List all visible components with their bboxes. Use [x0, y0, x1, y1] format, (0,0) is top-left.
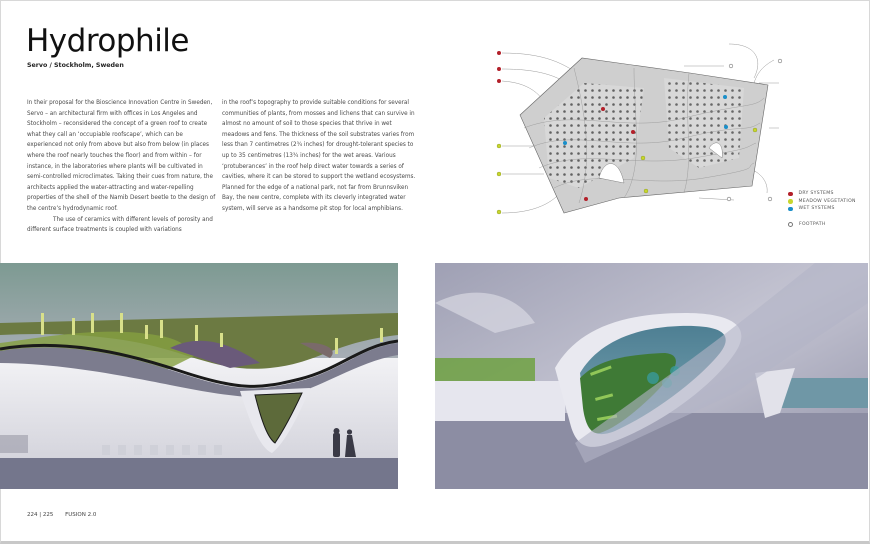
- article-subtitle: Servo / Stockholm, Sweden: [27, 62, 124, 69]
- blue-dot-icon: [788, 207, 793, 212]
- legend-label: DRY SYSTEMS: [798, 191, 834, 197]
- diagram-legend: [788, 190, 856, 228]
- text-column-1: [27, 98, 217, 236]
- ring-icon: [788, 222, 793, 227]
- page-footer: [27, 512, 106, 518]
- green-dot-icon: [788, 199, 793, 204]
- rendering-section-view: [0, 263, 398, 489]
- legend-label: FOOTPATH: [799, 221, 826, 227]
- legend-item-dry-systems: [788, 190, 856, 198]
- red-dot-icon: [788, 192, 793, 197]
- legend-item-wet-systems: [788, 205, 856, 213]
- page-numbers: 224 | 225: [27, 512, 54, 518]
- article-title: Hydrophile: [26, 23, 189, 59]
- rendering-interior-view: [435, 263, 868, 489]
- legend-item-footpath: [788, 221, 856, 229]
- paragraph: in the roof’s topography to provide suitable conditions for several communities of plants, from mosses and lichens that can survive in almost no amount of soil to those species that thrive in wet meadows and fens. The thickness of the soil substrates varies from less than 7 centimetres (2¾ inches) for drought-tolerant species to up to 35 centimetres (13¾ inches) for the wet areas. Various ‘protuberances’ in the roof help direct water towards a series of cavities, where it can be stored to support the wetland ecosystems. Planned for the edge of a national park, not far from Brunnsviken Bay, the new centre, complete with its cleverly integrated water system, will serve as a handsome pit stop for local amphibians.: [222, 100, 416, 212]
- legend-item-meadow-vegetation: [788, 198, 856, 206]
- paragraph: In their proposal for the Bioscience Innovation Centre in Sweden, Servo – an architectural firm with offices in Los Angeles and Stockholm – reconsidered the concept of a green roof to create what they call an ‘occupiable roofscape’, which can be experienced not only from above but also from below (in places where the roof nearly touches the floor) and from within – for instance, in the laboratories where plants will be cultivated in semi-controlled microclimates. Taking their cues from nature, the architects applied the water-attracting and water-repelling properties of the shell of the Namib Desert beetle to the design of the centre’s hydrodynamic roof.: [27, 100, 216, 212]
- roof-diagram: [484, 38, 784, 228]
- legend-label: WET SYSTEMS: [798, 206, 835, 212]
- paragraph: The use of ceramics with different levels of porosity and different surface treatments is coupled with variations: [27, 216, 213, 234]
- text-column-2: [222, 98, 417, 215]
- book-title: FUSION 2.0: [65, 512, 97, 518]
- legend-label: MEADOW VEGETATION: [798, 198, 856, 204]
